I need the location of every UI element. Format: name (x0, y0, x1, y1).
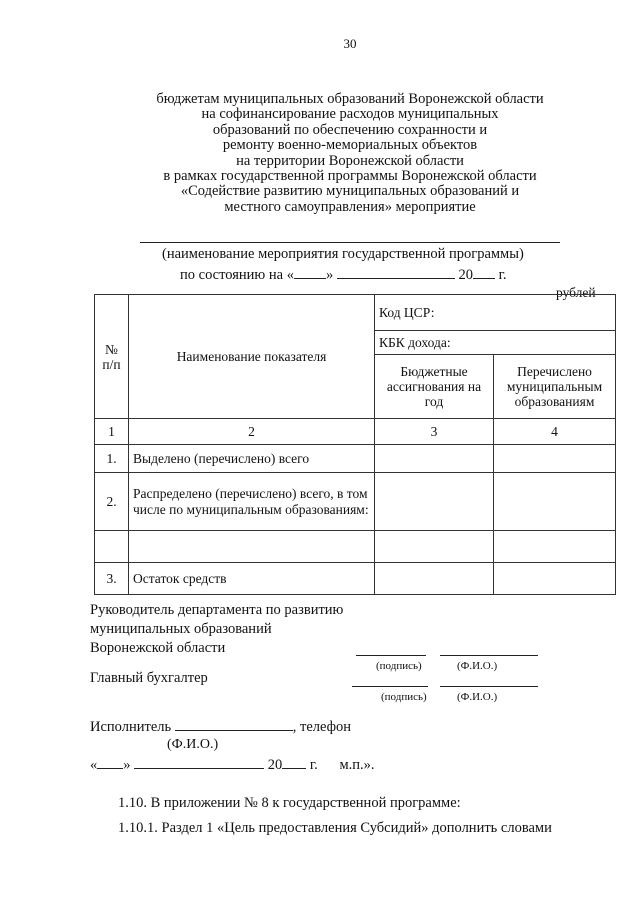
month-blank (337, 266, 455, 279)
column-number: 2 (129, 419, 375, 445)
chief-accountant-label: Главный бухгалтер (90, 670, 208, 686)
stamp-place: м.п.». (339, 757, 375, 773)
row-num (95, 531, 129, 563)
page-number: 30 (343, 36, 357, 51)
executor-label: Исполнитель (90, 719, 172, 735)
event-caption: (наименование мероприятия государственной программы) (162, 246, 524, 262)
date-year-suffix: г. (498, 267, 507, 283)
signature-caption: (подпись) (381, 691, 427, 703)
col3-header: Бюджетные ассигнования на год (375, 355, 494, 419)
fio-caption: (Ф.И.О.) (457, 691, 498, 703)
row-value-col3 (375, 445, 494, 473)
department-head-block (90, 601, 343, 658)
column-number: 4 (494, 419, 616, 445)
date-line (180, 266, 507, 284)
row-value-col4 (494, 563, 616, 595)
heading-line: в рамках государственной программы Воронежской области (163, 168, 537, 185)
heading-line: бюджетам муниципальных образований Воронежской области (156, 91, 544, 107)
head-title-line: Воронежской области (90, 640, 226, 656)
phone-label: , телефон (292, 719, 352, 735)
footer-paragraph: 1.10.1. Раздел 1 «Цель предоставления Субсидий» дополнить словами (118, 820, 552, 836)
fio-line (440, 655, 538, 656)
executor-blank (175, 718, 293, 731)
col-indicator-header: Наименование показателя (129, 295, 375, 419)
event-name-line (140, 242, 560, 243)
bottom-year-blank (282, 756, 306, 769)
unit-label: рублей (556, 285, 596, 300)
column-number: 1 (95, 419, 129, 445)
row-value-col4 (494, 531, 616, 563)
col4-header: Перечислено муниципальным образованиям (494, 355, 616, 419)
row-num: 1. (95, 445, 129, 473)
signature-caption: (подпись) (376, 660, 422, 672)
heading-line: ремонту военно-мемориальных объектов (222, 137, 478, 154)
row-value-col3 (375, 531, 494, 563)
bottom-day-blank (97, 756, 123, 769)
kbk-cell: КБК дохода: (375, 331, 616, 355)
executor-fio-caption: (Ф.И.О.) (167, 737, 219, 752)
heading-line: на софинансирование расходов муниципальных (201, 106, 499, 123)
heading-line: местного самоуправления» мероприятие (224, 198, 476, 215)
row-value-col4 (494, 445, 616, 473)
bottom-quote-open: « (90, 757, 98, 773)
row-value-col4 (494, 473, 616, 531)
row-value-col3 (375, 473, 494, 531)
bottom-date-line (90, 756, 375, 774)
bottom-year-suffix: г. (309, 757, 318, 773)
report-table (94, 294, 616, 595)
fio-line (440, 686, 538, 687)
row-label: Выделено (перечислено) всего (129, 445, 375, 473)
head-title-line: Руководитель департамента по развитию (90, 602, 344, 618)
col-num-header: № п/п (95, 295, 129, 419)
table-row (95, 473, 616, 531)
table-row (95, 531, 616, 563)
signature-line (352, 686, 428, 687)
table-header-row (95, 295, 616, 331)
table-row (95, 445, 616, 473)
day-blank (294, 266, 326, 279)
code-csr-cell: Код ЦСР: (375, 295, 616, 331)
head-title-line: муниципальных образований (90, 621, 272, 637)
year-blank (473, 266, 495, 279)
date-quote-close: » (325, 267, 334, 283)
bottom-year-prefix: 20 (267, 757, 283, 773)
signature-line (356, 655, 426, 656)
bottom-month-blank (134, 756, 264, 769)
heading-line: образований по обеспечению сохранности и (212, 121, 488, 138)
heading-line: «Содействие развитию муниципальных образований и (180, 183, 520, 200)
footer-paragraph: 1.10. В приложении № 8 к государственной программе: (118, 795, 461, 811)
row-value-col3 (375, 563, 494, 595)
row-num: 3. (95, 563, 129, 595)
column-number: 3 (375, 419, 494, 445)
column-number-row (95, 419, 616, 445)
row-num: 2. (95, 473, 129, 531)
date-prefix: по состоянию на « (180, 267, 294, 283)
heading-line: на территории Воронежской области (236, 152, 464, 169)
fio-caption: (Ф.И.О.) (457, 660, 498, 672)
row-label: Остаток средств (129, 563, 375, 595)
table-row (95, 563, 616, 595)
bottom-quote-close: » (123, 757, 131, 773)
date-year-prefix: 20 (458, 267, 473, 283)
executor-line (90, 718, 351, 736)
row-label: Распределено (перечислено) всего, в том числе по муниципальным образованиям: (129, 473, 375, 531)
document-heading (130, 92, 570, 215)
row-label (129, 531, 375, 563)
